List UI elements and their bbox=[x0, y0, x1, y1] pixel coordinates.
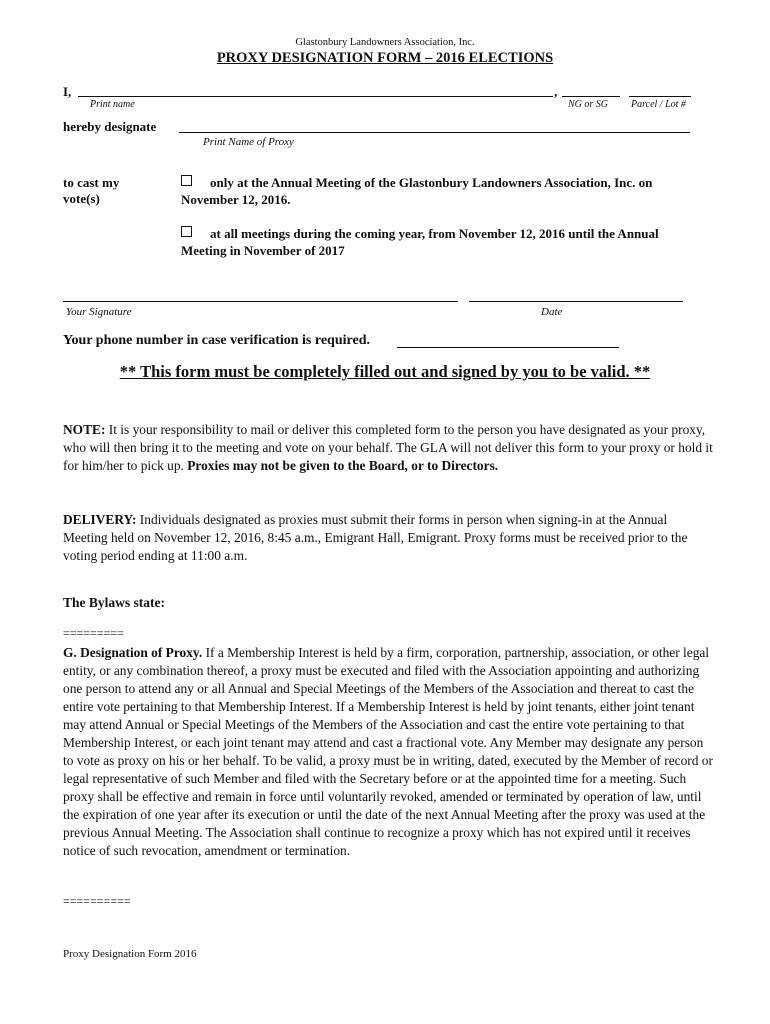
delivery-text: Individuals designated as proxies must submit their forms in person when signing-in at the Annual Meeting held on November 12, 2016, 8:45 a.m., Emigrant Hall, Emigrant. Proxy forms must be received prior to the voting period ending at 11:00 a.m. bbox=[63, 512, 688, 563]
cast-label-line2: vote(s) bbox=[63, 191, 100, 206]
section-label: G. Designation of Proxy. bbox=[63, 645, 203, 660]
note-label: NOTE: bbox=[63, 422, 106, 437]
page-footer: Proxy Designation Form 2016 bbox=[63, 948, 197, 960]
option-2-text: at all meetings during the coming year, from November 12, 2016 until the Annual Meeting in November of 2017 bbox=[181, 226, 659, 258]
checkbox-all-meetings[interactable] bbox=[181, 226, 192, 237]
phone-label: Your phone number in case verification is required. bbox=[63, 333, 370, 348]
option-1-text: only at the Annual Meeting of the Glastonbury Landowners Association, Inc. on November 12, 2016. bbox=[181, 175, 653, 207]
print-name-caption: Print name bbox=[90, 99, 135, 110]
bylaws-rule-bottom: ========== bbox=[63, 894, 131, 908]
note-paragraph bbox=[63, 421, 713, 475]
checkbox-annual-meeting-only[interactable] bbox=[181, 175, 192, 186]
option-all-meetings bbox=[181, 225, 701, 259]
i-label: I, bbox=[63, 84, 72, 99]
signature-caption: Your Signature bbox=[66, 306, 132, 318]
bylaws-text: If a Membership Interest is held by a firm, corporation, partnership, association, or other legal entity, or any combination thereof, a proxy must be executed and filed with the Association appointing and authorizing one person to attend any or all Annual and Special Meetings of the Members of the Association and thereat to cast the entire vote pertaining to that Membership Interest. If a Membership Interest is held by joint tenants, either joint tenant may attend Annual or Special Meetings of the Members of the Association and cast the entire vote pertaining to that Membership Interest, or each joint tenant may attend and cast a fractional vote. Any Member may designate any person to vote as proxy on his or her behalf. To be valid, a proxy must be in writing, dated, executed by the Member of record or legal representative of such Member and filed with the Secretary before or at the appointed time for a meeting. Such proxy shall be effective and remain in force until voluntarily revoked, amended or terminated by operation of law, until the expiration of one year after its execution or until the date of the next Annual Meeting after the proxy was used at the previous Annual Meeting. The Association shall continue to recognize a proxy which has not expired until it receives notice of such revocation, amendment or termination. bbox=[63, 645, 713, 858]
parcel-caption: Parcel / Lot # bbox=[631, 99, 686, 110]
bylaws-heading: The Bylaws state: bbox=[63, 595, 165, 610]
bylaws-rule-top: ========= bbox=[63, 626, 124, 640]
form-title: PROXY DESIGNATION FORM – 2016 ELECTIONS bbox=[216, 50, 554, 66]
designate-label: hereby designate bbox=[63, 119, 157, 134]
proxy-name-field[interactable] bbox=[179, 132, 690, 133]
proxy-name-caption: Print Name of Proxy bbox=[203, 136, 294, 148]
phone-field[interactable] bbox=[397, 347, 619, 348]
signature-field[interactable] bbox=[63, 301, 458, 302]
validity-warning: ** This form must be completely filled out and signed by you to be valid. ** bbox=[119, 362, 651, 381]
organization-name: Glastonbury Landowners Association, Inc. bbox=[295, 37, 475, 48]
print-name-field[interactable] bbox=[78, 96, 553, 97]
ng-sg-field[interactable] bbox=[562, 96, 620, 97]
parcel-lot-field[interactable] bbox=[629, 96, 691, 97]
ng-sg-caption: NG or SG bbox=[568, 99, 609, 110]
bylaws-paragraph bbox=[63, 644, 713, 860]
note-text: It is your responsibility to mail or deliver this completed form to the person you have designated as your proxy, who will then bring it to the meeting and vote on your behalf. The GLA will not deliver this form to your proxy or hold it for him/her to pick up. bbox=[63, 422, 713, 473]
date-field[interactable] bbox=[469, 301, 683, 302]
cast-label-line1: to cast my bbox=[63, 175, 120, 190]
delivery-paragraph bbox=[63, 511, 713, 565]
note-bold-text: Proxies may not be given to the Board, or to Directors. bbox=[187, 458, 499, 473]
date-caption: Date bbox=[541, 306, 563, 318]
option-annual-meeting bbox=[181, 174, 701, 208]
comma: , bbox=[554, 84, 558, 99]
delivery-label: DELIVERY: bbox=[63, 512, 137, 527]
